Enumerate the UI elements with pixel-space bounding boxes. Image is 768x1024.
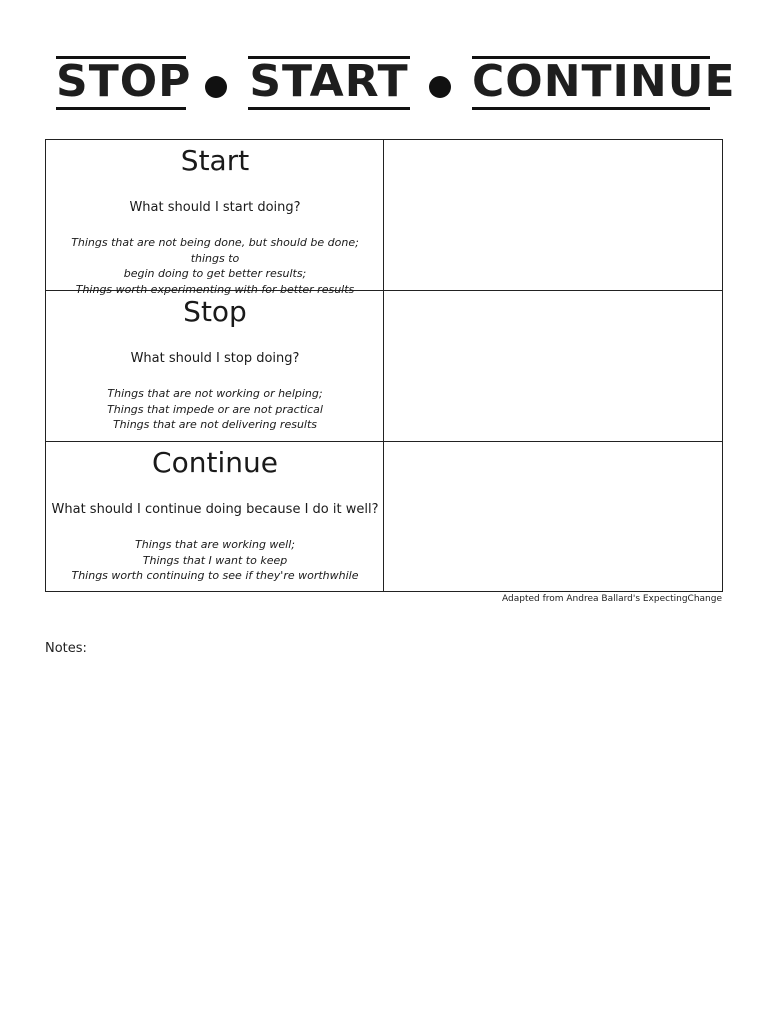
answer-cell-start[interactable]	[384, 140, 722, 290]
hint-line: Things that are working well;	[135, 538, 295, 551]
table-row-stop	[46, 291, 722, 442]
answer-cell-stop[interactable]	[384, 291, 722, 441]
section-hints	[56, 537, 374, 584]
banner-word-continue: CONTINUE	[472, 56, 710, 110]
prompt-cell-continue	[46, 442, 384, 591]
table-row-start	[46, 140, 722, 296]
section-title: Stop	[183, 295, 247, 328]
section-title: Continue	[152, 446, 278, 479]
hint-line: Things worth continuing to see if they're worthwhile	[71, 569, 359, 582]
section-title: Start	[180, 144, 250, 177]
title-banner	[54, 56, 736, 110]
hint-line: Things that are not delivering results	[112, 418, 318, 431]
section-question: What should I continue doing because I do it well?	[51, 502, 379, 517]
hint-line: Things that are not working or helping;	[107, 387, 323, 400]
prompt-cell-stop	[46, 291, 384, 441]
answer-cell-continue[interactable]	[384, 442, 722, 591]
notes-label: Notes:	[45, 641, 87, 656]
hint-line: Things worth experimenting with for better results	[75, 282, 355, 296]
section-question: What should I start doing?	[129, 200, 301, 215]
banner-word-start: START	[248, 56, 410, 110]
hint-line: Things that are not being done, but should be done; things to	[71, 236, 359, 265]
section-question: What should I stop doing?	[130, 351, 300, 366]
attribution-text: Adapted from Andrea Ballard's ExpectingChange	[502, 594, 722, 604]
prompt-cell-start	[46, 140, 384, 296]
bullet-dot-icon	[429, 76, 451, 98]
section-hints	[56, 386, 374, 433]
reflection-table	[45, 139, 723, 592]
table-row-continue	[46, 442, 722, 591]
hint-line: Things that I want to keep	[142, 553, 288, 567]
section-hints	[56, 235, 374, 297]
banner-word-stop: STOP	[56, 56, 186, 110]
hint-line: Things that impede or are not practical	[107, 402, 323, 416]
bullet-dot-icon	[205, 76, 227, 98]
hint-line: begin doing to get better results;	[123, 267, 307, 280]
